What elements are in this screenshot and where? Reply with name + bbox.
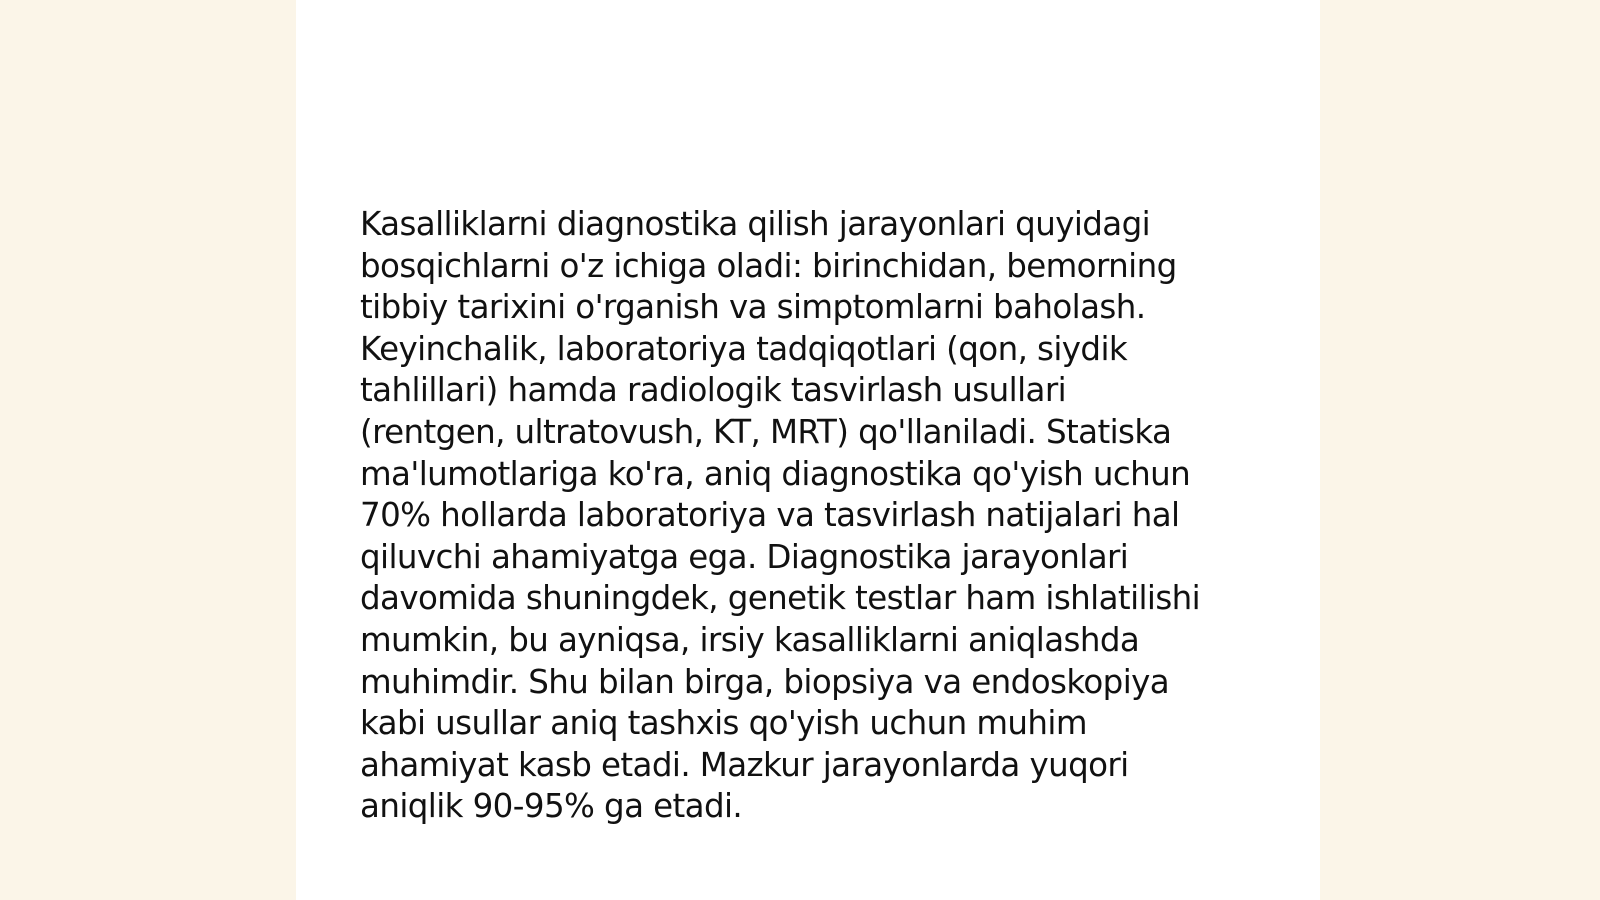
body-paragraph bbox=[360, 204, 1260, 828]
text-line: Kasalliklarni diagnostika qilish jarayonlari quyidagi bbox=[360, 205, 1151, 243]
text-line: davomida shuningdek, genetik testlar ham ishlatilishi bbox=[360, 579, 1201, 618]
text-line: bosqichlarni o'z ichiga oladi: birinchidan, bemorning bbox=[360, 246, 1177, 285]
text-line: 70% hollarda laboratoriya va tasvirlash natijalari hal bbox=[360, 496, 1180, 535]
text-line: ma'lumotlariga ko'ra, aniq diagnostika qo'yish uchun bbox=[360, 454, 1191, 493]
text-line: (rentgen, ultratovush, KT, MRT) qo'llaniladi. Statiska bbox=[360, 412, 1172, 451]
text-line: mumkin, bu ayniqsa, irsiy kasalliklarni aniqlashda bbox=[360, 620, 1140, 659]
text-line: qiluvchi ahamiyatga ega. Diagnostika jarayonlari bbox=[360, 537, 1129, 576]
text-line: kabi usullar aniq tashxis qo'yish uchun muhim bbox=[360, 704, 1087, 743]
text-line: ahamiyat kasb etadi. Mazkur jarayonlarda yuqori bbox=[360, 745, 1129, 784]
text-line: tibbiy tarixini o'rganish va simptomlarni baholash. bbox=[360, 288, 1146, 327]
text-line: aniqlik 90-95% ga etadi. bbox=[360, 787, 743, 826]
text-line: muhimdir. Shu bilan birga, biopsiya va endoskopiya bbox=[360, 662, 1170, 701]
slide-panel bbox=[296, 0, 1320, 900]
text-line: Keyinchalik, laboratoriya tadqiqotlari (qon, siydik bbox=[360, 329, 1128, 368]
text-line: tahlillari) hamda radiologik tasvirlash usullari bbox=[360, 371, 1067, 410]
